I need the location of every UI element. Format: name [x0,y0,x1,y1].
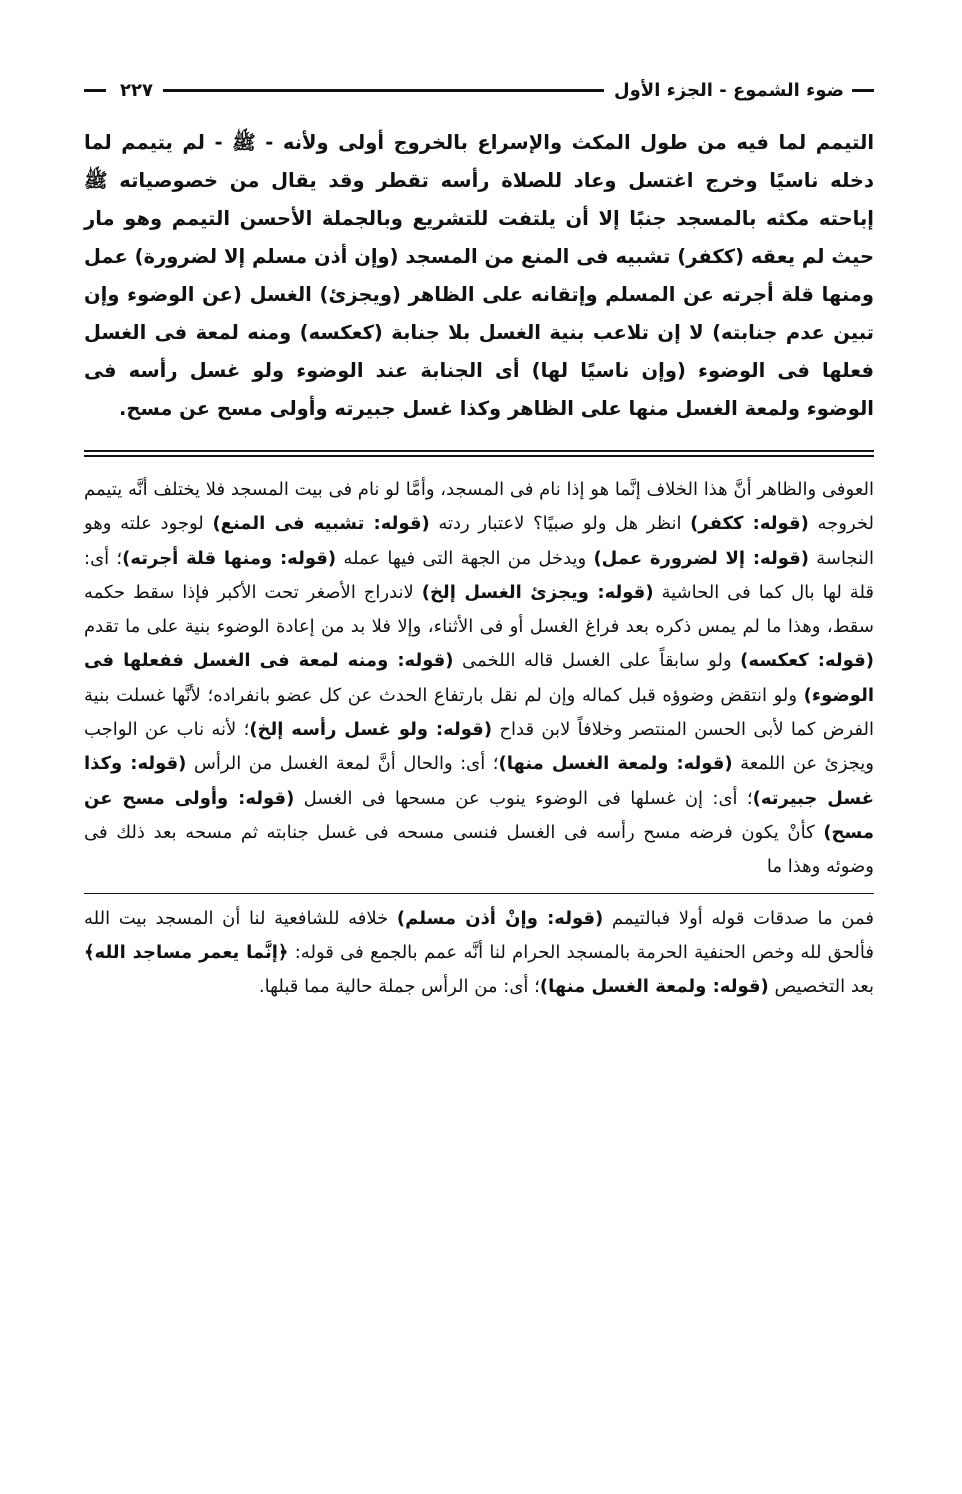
footnote-separator-double [84,450,874,457]
footnote-commentary [84,473,874,885]
commentary-text: انظر هل ولو صبيًا؟ لاعتبار ردته [429,513,691,535]
commentary-text: لاندراج الأصغر تحت الأكبر فإذا سقط حكمه سقط، وهذا ما لم يمس ذكره بعد فراغ الغسل أو فى الأثناء، وإلا فلا بد من إعادة الوضوء بنية على ما تقدم [84,581,874,638]
quoted-lemma: (قوله: وإنْ أذن مسلم) [396,907,604,929]
commentary-text: ؛ أى: والحال أنَّ لمعة الغسل من الرأس [186,753,499,775]
header-dash [852,89,874,92]
quoted-lemma: (قوله: ولمعة الغسل منها) [539,976,769,998]
header-rule [163,89,604,92]
footnote-paragraph-1 [84,473,874,885]
header-dash-end [84,89,106,92]
quoted-lemma: (قوله: ولمعة الغسل منها) [498,753,733,775]
commentary-text: العوفى والظاهر أنَّ هذا الخلاف إنَّما هو إذا نام فى المسجد، وأمَّا لو نام فى بيت المسجد فلا يختلف أنَّه يتيمم لخروجه [84,479,874,535]
commentary-text: ويدخل من الجهة التى فيها عمله [336,547,594,569]
quoted-lemma: ﴿إنَّما يعمر مساجد الله﴾ [84,941,289,963]
quoted-lemma: (قوله: تشبيه فى المنع) [212,513,430,535]
quoted-lemma: (قوله: ومنها قلة أجرته) [122,547,337,569]
commentary-text: ولو انتقض وضوؤه قبل كماله وإن لم نقل بارتفاع الحدث عن كل عضو بانفراده؛ لأنَّها غسلت بنية الفرض كما لأبى الحسن المنتصر وخلافاً لابن قداح [84,684,874,741]
commentary-text: ؛ أى: إن غسلها فى الوضوء ينوب عن مسحها فى الغسل [294,787,753,809]
commentary-text: فمن ما صدقات قوله أولا فبالتيمم [603,907,874,929]
quoted-lemma: (قوله: كعكسه) [740,650,874,672]
quoted-lemma: (قوله: إلا لضرورة عمل) [593,547,809,569]
commentary-text: ؛ أى: من الرأس جملة حالية مما قبلها. [258,976,540,998]
running-header [84,70,874,110]
footnote-separator-single [84,893,874,894]
quoted-lemma: (قوله: وكذا غسل جبيرته) [84,753,874,809]
commentary-text: ولو سابقاً على الغسل قاله اللخمى [453,650,741,672]
commentary-text: بعد التخصيص [768,976,874,998]
quoted-lemma: (قوله: ويجزئ الغسل إلخ) [421,581,654,603]
quoted-lemma: (قوله: ولو غسل رأسه إلخ) [249,719,493,741]
footnote-marginal [84,902,874,1005]
book-page [84,64,874,1004]
main-text [84,124,874,428]
quoted-lemma: (قوله: ومنه لمعة فى الغسل ففعلها فى الوضوء) [84,650,874,706]
page-number: ٢٢٧ [120,79,153,101]
quoted-lemma: (قوله: ككفر) [690,513,809,535]
footnote-paragraph-2 [84,902,874,1005]
commentary-text: كأنْ يكون فرضه مسح رأسه فى الغسل فنسى مسحه فى غسل جنابته ثم مسحه بعد ذلك فى وضوئه وهذا ما [84,821,874,878]
quoted-lemma: (قوله: وأولى مسح عن مسح) [84,787,874,843]
book-title: ضوء الشموع - الجزء الأول [614,79,844,101]
main-paragraph: التيمم لما فيه من طول المكث والإسراع بالخروج أولى ولأنه - ﷺ - لم يتيمم لما دخله ناسيًا وخرج اغتسل وعاد للصلاة رأسه تقطر وقد يقال من خصوصياته ﷺ إباحته مكثه بالمسجد جنبًا إلا أن يلتفت للتشريع وبالجملة الأحسن التيمم وهو مار حيث لم يعقه (ككفر) تشبيه فى المنع من المسجد (وإن أذن مسلم إلا لضرورة) عمل ومنها قلة أجرته عن المسلم وإتقانه على الظاهر (ويجزئ) الغسل (عن الوضوء وإن تبين عدم جنابته) لا إن تلاعب بنية الغسل بلا جنابة (كعكسه) ومنه لمعة فى الغسل فعلها فى الوضوء (وإن ناسيًا لها) أى الجنابة عند الوضوء ولو غسل رأسه فى الوضوء ولمعة الغسل منها على الظاهر وكذا غسل جبيرته وأولى مسح عن مسح. [84,131,874,420]
commentary-text: ؛ لأنه ناب عن الواجب ويجزئ عن اللمعة [84,719,874,775]
commentary-text: خلافه للشافعية لنا أن المسجد بيت الله فألحق لله وخص الحنفية الحرمة بالمسجد الحرام لنا أنَّه عمم بالجمع فى قوله: [84,907,874,963]
commentary-text: لوجود علته وهو النجاسة [84,513,874,569]
commentary-text: ؛ أى: قلة لها بال كما فى الحاشية [84,547,875,603]
